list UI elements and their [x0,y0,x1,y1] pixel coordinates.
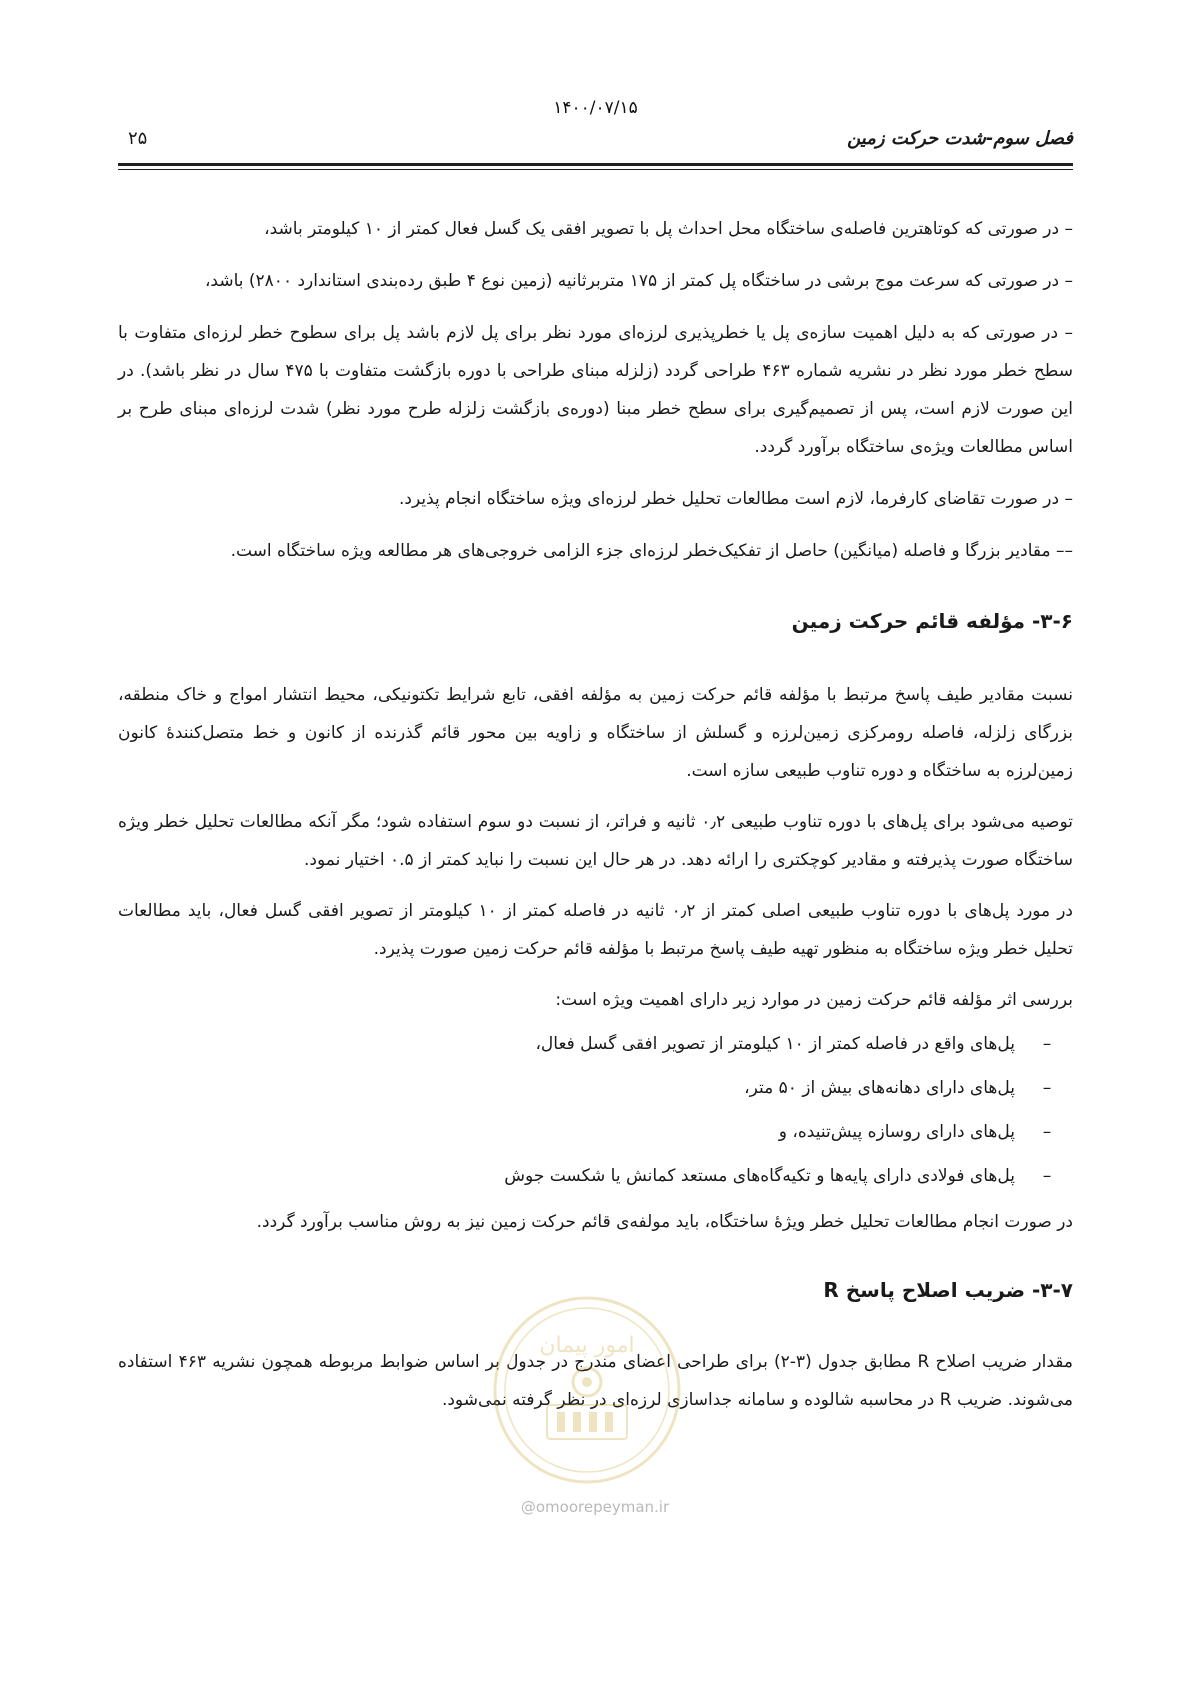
list-item-text: پل‌های دارای دهانه‌های بیش از ۵۰ متر، [744,1078,1015,1098]
body-content [118,210,1073,1419]
paragraph: در صورت انجام مطالعات تحلیل خطر ویژهٔ ساختگاه، باید مولفه‌ی قائم حرکت زمین نیز به روش مناسب برآورد گردد. [256,1212,1073,1232]
header-rule-thin [118,169,1073,170]
dash-marker: – [1042,1078,1052,1098]
section-heading: ۳-۶- مؤلفه قائم حرکت زمین [791,609,1073,633]
dash-marker: – [1042,1034,1052,1054]
list-item: –– مقادیر بزرگا و فاصله (میانگین) حاصل از تفکیک‌خطر لرزه‌ای جزء الزامی خروجی‌های هر مطالعه ویژه ساختگاه است. [230,541,1073,561]
vertical-component-cases-list [118,1025,1073,1195]
list-item: – در صورتی که به دلیل اهمیت سازه‌ی پل یا خطرپذیری لرزه‌ای مورد نظر برای پل لازم باشد پل برای سطوح خطر لرزه‌ای متفاوت با سطح خطر مورد نظر در نشریه شماره ۴۶۳ طراحی گردد (زلزله مبنای طراحی با دوره بازگشت متفاوت با ۴۷۵ سال در نظر باشد). در این صورت لازم است، پس از تصمیم‌گیری برای سطح خطر مبنا (دوره‌ی بازگشت زلزله طرح مورد نظر) شدت لرزه‌ای مبنای طرح بر اساس مطالعات ویژه‌ی ساختگاه برآورد گردد. [118,323,1073,457]
chapter-title: فصل سوم-شدت حرکت زمین [847,128,1073,149]
list-item: – در صورتی که کوتاهترین فاصله‌ی ساختگاه محل احداث پل با تصویر افقی یک گسل فعال کمتر از ۱۰ کیلومتر باشد، [264,219,1073,239]
date-stamp: ۱۴۰۰/۰۷/۱۵ [553,98,638,118]
paragraph: نسبت مقادیر طیف پاسخ مرتبط با مؤلفه قائم حرکت زمین به مؤلفه افقی، تابع شرایط تکتونیکی، محیط انتشار امواج و خاک منطقه، بزرگای زلزله، فاصله رومرکزی زمین‌لرزه و گسلش از ساختگاه و زاویه بین محور قائم گذرنده از کانون و خط متصل‌کنندهٔ کانون زمین‌لرزه به ساختگاه و دوره تناوب طبیعی سازه است. [118,685,1073,781]
page-header [118,128,1073,154]
list-item: – در صورتی که سرعت موج برشی در ساختگاه پل کمتر از ۱۷۵ متربرثانیه (زمین نوع ۴ طبق رده‌بندی استاندارد ۲۸۰۰) باشد، [204,271,1073,291]
paragraph: مقدار ضریب اصلاح R مطابق جدول (۳-۲) برای طراحی اعضای مندرج در جدول بر اساس ضوابط مربوطه همچون نشریه ۴۶۳ استفاده می‌شوند. ضریب R در محاسبه شالوده و سامانه جداسازی لرزه‌ای در نظر گرفته نمی‌شود. [118,1352,1073,1410]
paragraph: بررسی اثر مؤلفه قائم حرکت زمین در موارد زیر دارای اهمیت ویژه است: [555,990,1073,1010]
list-item-text: پل‌های دارای روسازه پیش‌تنیده، و [778,1122,1015,1142]
list-item-text: پل‌های فولادی دارای پایه‌ها و تکیه‌گاه‌های مستعد کمانش یا شکست جوش [504,1166,1015,1186]
list-item [118,1069,1059,1107]
paragraph: توصیه می‌شود برای پل‌های با دوره تناوب طبیعی ۰٫۲ ثانیه و فراتر، از نسبت دو سوم استفاده شود؛ مگر آنکه مطالعات تحلیل خطر ویژه ساختگاه صورت پذیرفته و مقادیر کوچکتری را ارائه دهد. در هر حال این نسبت را نباید کمتر از ۰.۵ اختیار نمود. [118,812,1073,870]
header-rule-thick [118,163,1073,166]
page-number: ۲۵ [128,128,148,149]
list-item [118,1157,1059,1195]
list-item: – در صورت تقاضای کارفرما، لازم است مطالعات تحلیل خطر لرزه‌ای ویژه ساختگاه انجام پذیرد. [399,489,1073,509]
dash-marker: – [1042,1166,1052,1186]
dash-marker: – [1042,1122,1052,1142]
paragraph: در مورد پل‌های با دوره تناوب طبیعی اصلی کمتر از ۰٫۲ ثانیه در فاصله کمتر از ۱۰ کیلومتر از تصویر افقی گسل فعال، باید مطالعات تحلیل خطر ویژه ساختگاه به منظور تهیه طیف پاسخ مرتبط با مؤلفه قائم حرکت زمین صورت پذیرد. [118,901,1073,959]
list-item [118,1113,1059,1151]
watermark-logo-text: امور پیمان [539,1333,635,1358]
watermark-logo [487,1290,687,1500]
watermark-site: @omoorepeyman.ir [520,1498,670,1516]
conditions-list [118,210,1073,570]
list-item-text: پل‌های واقع در فاصله کمتر از ۱۰ کیلومتر از تصویر افقی گسل فعال، [535,1034,1015,1054]
section-heading: ۳-۷- ضریب اصلاح پاسخ R [823,1278,1073,1302]
list-item [118,1025,1059,1063]
